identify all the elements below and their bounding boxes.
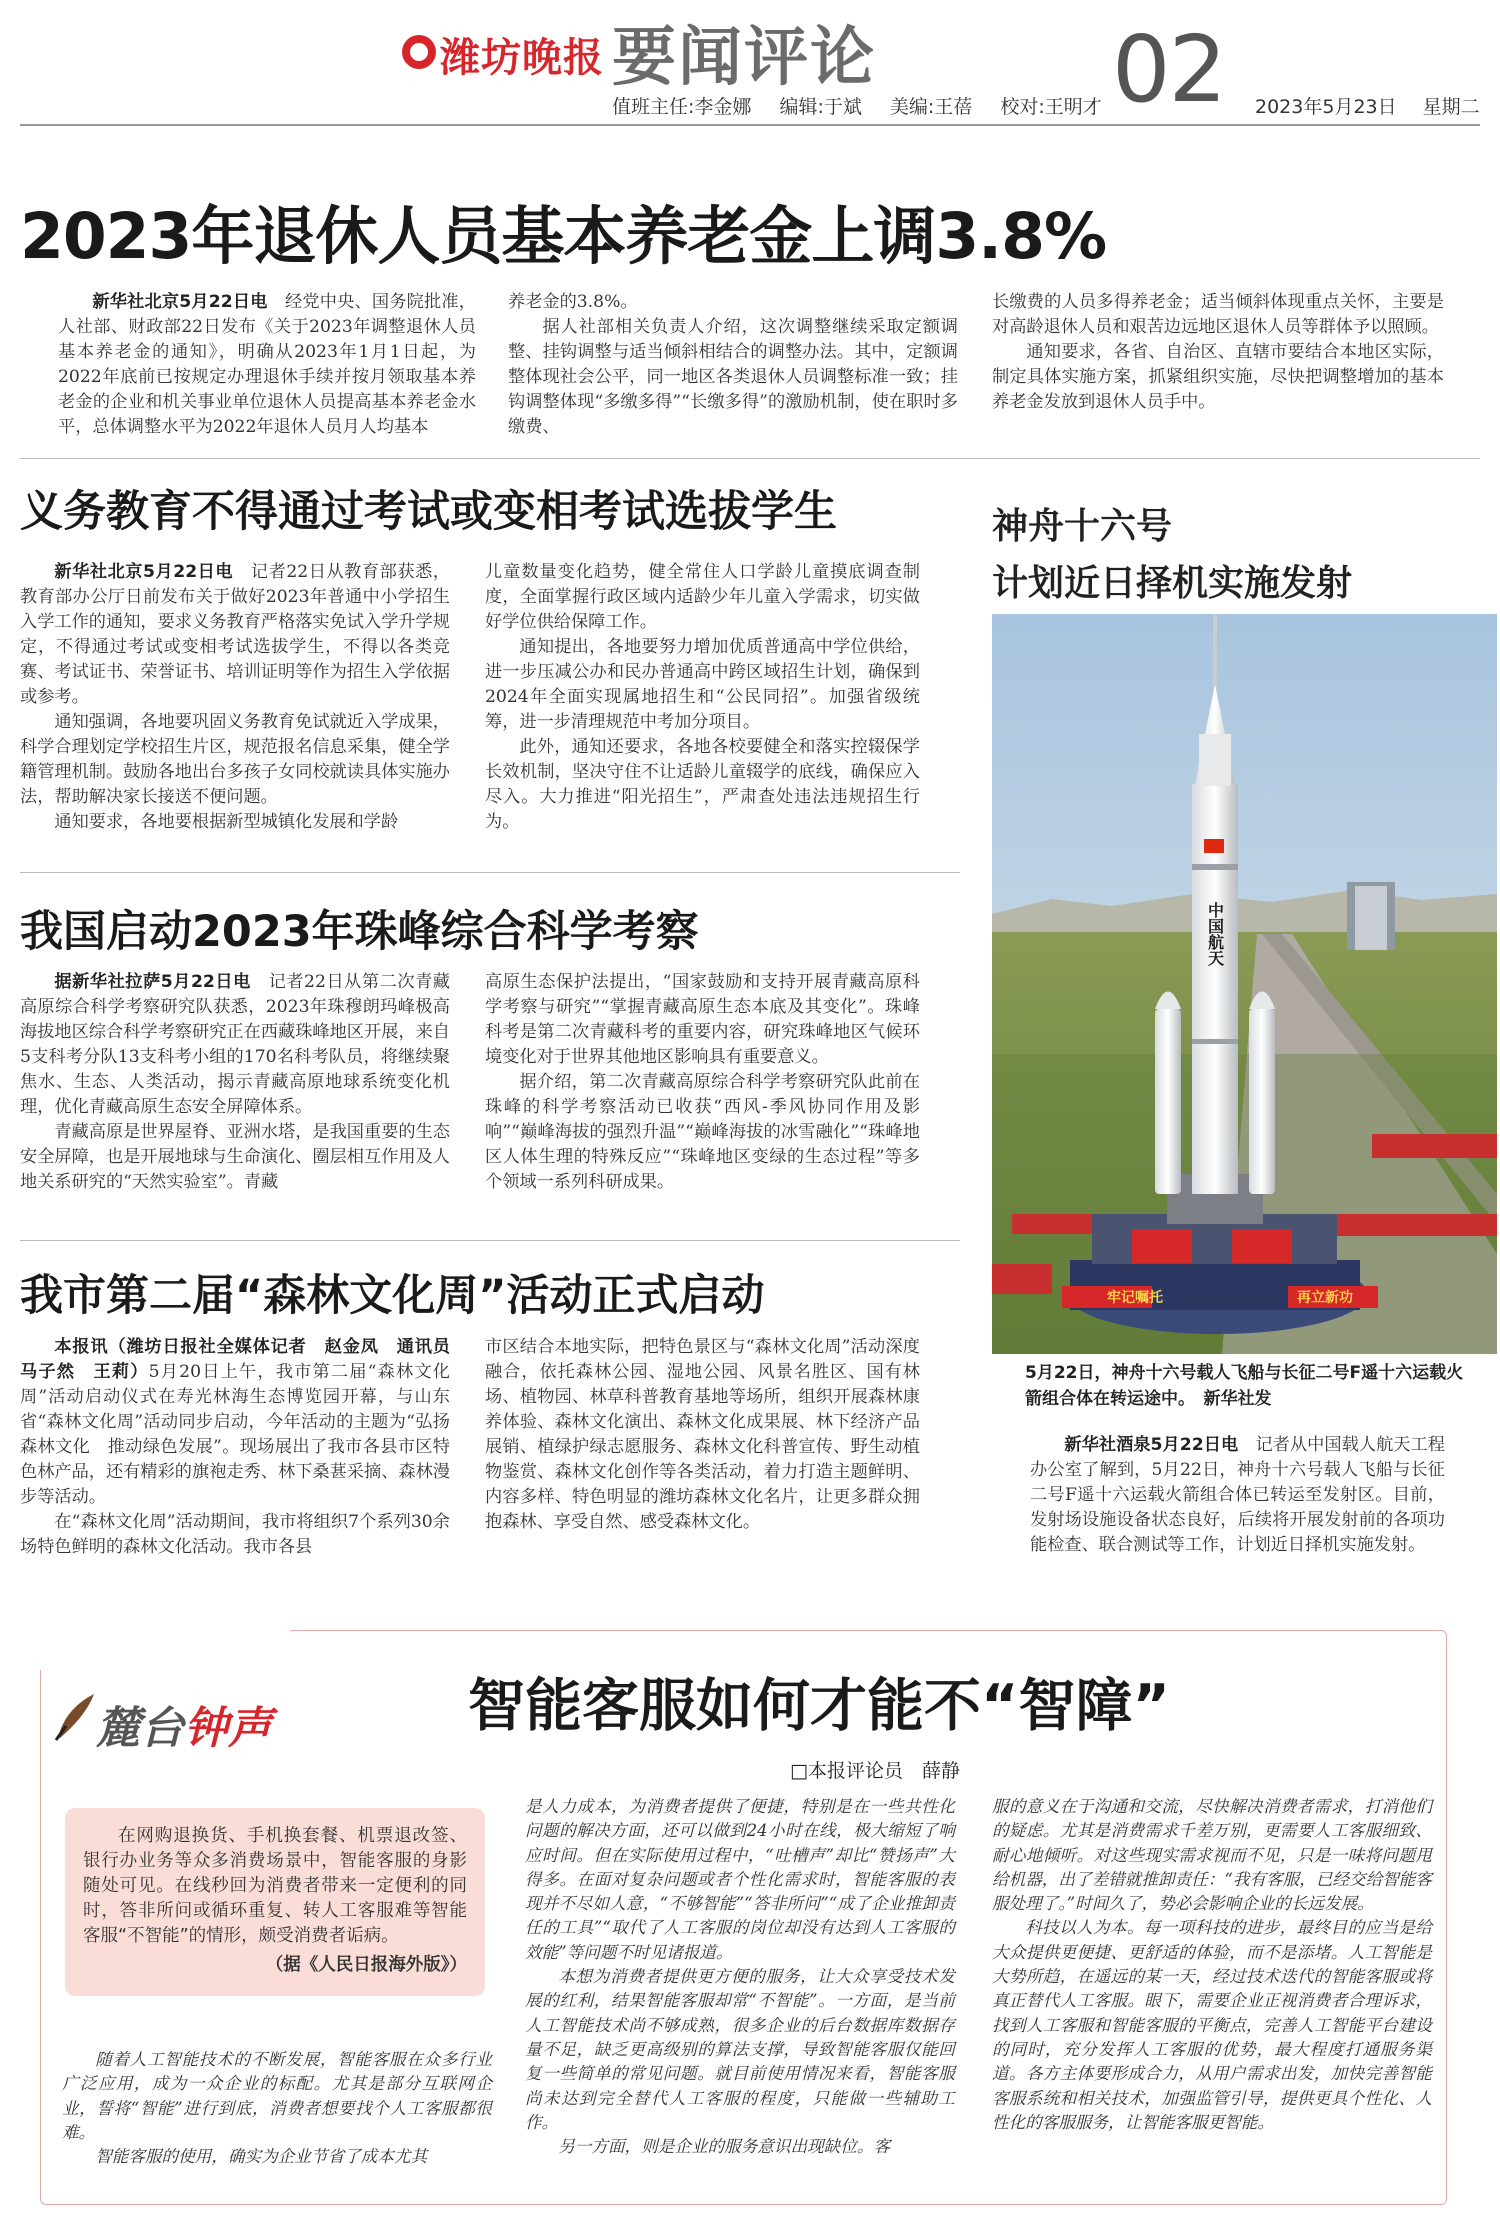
commentary-headline: 智能客服如何才能不“智障” [468, 1673, 1170, 1739]
quill-icon [48, 1690, 100, 1742]
editor-credit: 校对:王明才 [1000, 96, 1102, 118]
rocket-illustration [992, 614, 1497, 1354]
column-name-a: 麓台 [96, 1703, 184, 1754]
editor-credit: 值班主任:李金娜 [612, 96, 752, 118]
education-paragraph: 通知提出，各地要努力增加优质普通高中学位供给，进一步压减公办和民办普通高中跨区域招生计划，确保到2024年全面实现属地招生和“公民同招”。加强省级统筹，进一步清理规范中考加分项目。 [485, 637, 920, 732]
section-divider [20, 872, 960, 873]
quote-text: 在网购退换货、手机换套餐、机票退改签、银行办业务等众多消费场景中，智能客服的身影随处可见。在线秒回为消费者带来一定便利的同时，答非所问或循环重复、转人工客服难等智能客服“不智能”的情形，颇受消费者诟病。 [83, 1826, 467, 1946]
forest-paragraph: 在“森林文化周”活动期间，我市将组织7个系列30余场特色鲜明的森林文化活动。我市各县 [20, 1512, 450, 1557]
column-name [96, 1692, 272, 1756]
section-divider [20, 458, 1480, 459]
header-divider [20, 124, 1480, 126]
education-headline: 义务教育不得通过考试或变相考试选拔学生 [20, 487, 837, 537]
commentary-author: □本报评论员 薛静 [790, 1760, 960, 1782]
commentary-paragraph: 科技以人为本。每一项科技的进步，最终目的应当是给大众提供更便捷、更舒适的体验，而不是添堵。人工智能是大势所趋，在遥远的某一天，经过技术迭代的智能客服或将真正替代人工客服。眼下，需要企业正视消费者合理诉求，找到人工客服和智能客服的平衡点，完善人工智能平台建设的同时，充分发挥人工客服的优势，最大程度打通服务渠道。各方主体要形成合力，从用户需求出发，加快完善智能客服系统和相关技术，加强监管引导，提供更具个性化、人性化的客服服务，让智能客服更智能。 [992, 1918, 1432, 2132]
commentary-paragraph: 服的意义在于沟通和交流，尽快解决消费者需求，打消他们的疑虑。尤其是消费需求千差万别，更需要人工客服细致、耐心地倾听。对这些现实需求视而不见，只是一味将问题甩给机器，出了差错就推卸责任：“我有客服，已经交给智能客服处理了。”时间久了，势必会影响企业的长远发展。 [992, 1797, 1432, 1914]
forest-paragraph: 市区结合本地实际，把特色景区与“森林文化周”活动深度融合，依托森林公园、湿地公园、风景名胜区、国有林场、植物园、林草科普教育基地等场所，组织开展森林康养体验、森林文化演出、森林文化成果展、林下经济产品展销、植绿护绿志愿服务、森林文化科普宣传、野生动植物鉴赏、森林文化创作等各类活动，着力打造主题鲜明、内容多样、特色明显的潍坊森林文化名片，让更多群众拥抱森林、享受自然、感受森林文化。 [485, 1337, 920, 1532]
commentary-column-1 [62, 2048, 492, 2194]
editor-credit: 编辑:于斌 [779, 96, 862, 118]
everest-column-1 [20, 970, 450, 1220]
commentary-paragraph: 随着人工智能技术的不断发展，智能客服在众多行业广泛应用，成为一众企业的标配。尤其是部分互联网企业，誓将“智能”进行到底，消费者想要找个人工客服都很难。 [62, 2050, 492, 2142]
shenzhou-headline-line: 神舟十六号 [992, 505, 1173, 547]
newspaper-logo-icon [402, 35, 436, 69]
commentary-paragraph: 是人力成本，为消费者提供了便捷，特别是在一些共性化问题的解决方面，还可以做到24小时在线，极大缩短了响应时间。但在实际使用过程中，“吐槽声”却比“赞扬声”大得多。在面对复杂问题或者个性化需求时，智能客服的表现并不尽如人意，“不够智能”“答非所问”“成了企业推卸责任的工具”“取代了人工客服的岗位却没有达到人工客服的效能”等问题不时见诸报道。 [525, 1797, 955, 1962]
shenzhou-text: 记者从中国载人航天工程办公室了解到，5月22日，神舟十六号载人飞船与长征二号F遥十六运载火箭组合体已转运至发射区。目前，发射场设施设备状态良好，后续将开展发射前的各项功能检查、联合测试等工作，计划近日择机实施发射。 [1030, 1435, 1445, 1555]
commentary-paragraph: 本想为消费者提供更方便的服务，让大众享受技术发展的红利，结果智能客服却常“不智能”。一方面，是当前人工智能技术尚不够成熟，很多企业的后台数据库数据存量不足，缺乏更高级别的算法支撑，导致智能客服仅能回复一些简单的常见问题。就目前使用情况来看，智能客服尚未达到完全替代人工客服的程度，只能做一些辅助工作。 [525, 1967, 955, 2132]
photo-caption: 5月22日，神舟十六号载人飞船与长征二号F遥十六运载火箭组合体在转运途中。 新华社发 [1025, 1363, 1464, 1409]
education-column-1 [20, 560, 450, 855]
pension-column-2 [508, 290, 958, 442]
everest-dateline: 据新华社拉萨5月22日电 [54, 972, 251, 992]
section-title: 要闻评论 [612, 21, 876, 95]
pension-column-3 [992, 290, 1444, 442]
section-divider [20, 1240, 960, 1241]
pension-headline: 2023年退休人员基本养老金上调3.8% [20, 200, 1107, 273]
education-paragraph: 儿童数量变化趋势，健全常住人口学龄儿童摸底调查制度，全面掌握行政区域内适龄少年儿童入学需求，切实做好学位供给保障工作。 [485, 562, 920, 632]
pension-paragraph: 长缴费的人员多得养老金；适当倾斜体现重点关怀，主要是对高龄退休人员和艰苦边远地区退休人员等群体予以照顾。 [992, 292, 1444, 337]
education-paragraph: 此外，通知还要求，各地各校要健全和落实控辍保学长效机制，坚决守住不让适龄儿童辍学的底线，确保应入尽入。大力推进“阳光招生”，严肃查处违法违规招生行为。 [485, 737, 920, 832]
everest-paragraph: 据介绍，第二次青藏高原综合科学考察研究队此前在珠峰的科学考察活动已收获“西风-季风协同作用及影响”“巅峰海拔的强烈升温”“巅峰海拔的冰雪融化”“珠峰地区人体生理的特殊反应”“珠峰地区变绿的生态过程”等多个领域一系列科研成果。 [485, 1072, 920, 1192]
rocket-photo [992, 614, 1497, 1354]
banner-right-text: 再立新功 [1297, 1290, 1353, 1306]
forest-column-1 [20, 1335, 468, 1585]
editor-credit: 美编:王蓓 [889, 96, 973, 118]
education-text: 记者22日从教育部获悉，教育部办公厅日前发布关于做好2023年普通中小学招生入学工作的通知，要求义务教育严格落实免试入学升学规定，不得通过考试或变相考试选拔学生，不得以各类竞赛、考试证书、荣誉证书、培训证明等作为招生入学依据或参考。 [20, 562, 450, 707]
forest-column-2 [485, 1335, 920, 1585]
everest-paragraph: 青藏高原是世界屋脊、亚洲水塔，是我国重要的生态安全屏障，也是开展地球与生命演化、圈层相互作用及人地关系研究的“天然实验室”。青藏 [20, 1122, 450, 1192]
forest-headline: 我市第二届“森林文化周”活动正式启动 [20, 1271, 765, 1321]
shenzhou-headline [992, 498, 1352, 612]
everest-paragraph: 高原生态保护法提出，“国家鼓励和支持开展青藏高原科学考察与研究”“掌握青藏高原生态本底及其变化”。珠峰科考是第二次青藏科考的重要内容，研究珠峰地区气候环境变化对于世界其他地区影响具有重要意义。 [485, 972, 920, 1067]
commentary-column-3 [992, 1795, 1432, 2197]
everest-text: 记者22日从第二次青藏高原综合科学考察研究队获悉，2023年珠穆朗玛峰极高海拔地区综合科学考察研究正在西藏珠峰地区开展，来自5支科考分队13支科考小组的170名科考队员，将继续聚焦水、生态、人类活动，揭示青藏高原地球系统变化机理，优化青藏高原生态安全屏障体系。 [20, 972, 450, 1117]
issue-weekday: 星期二 [1422, 96, 1480, 118]
quote-box [65, 1808, 485, 1996]
education-paragraph: 通知强调，各地要巩固义务教育免试就近入学成果，科学合理划定学校招生片区，规范报名信息采集，健全学籍管理机制。鼓励各地出台多孩子女同校就读具体实施办法，帮助解决家长接送不便问题。 [20, 712, 450, 807]
shenzhou-dateline: 新华社酒泉5月22日电 [1064, 1435, 1239, 1455]
everest-headline: 我国启动2023年珠峰综合科学考察 [20, 907, 699, 957]
commentary-box-tab [40, 1630, 290, 1670]
education-dateline: 新华社北京5月22日电 [54, 562, 234, 582]
education-column-2 [485, 560, 920, 855]
editor-credits [612, 92, 1124, 119]
education-paragraph: 通知要求，各地要根据新型城镇化发展和学龄 [54, 812, 399, 832]
rocket-label: 中国航天 [1205, 902, 1225, 966]
pension-column-1 [58, 290, 476, 442]
pension-paragraph: 据人社部相关负责人介绍，这次调整继续采取定额调整、挂钩调整与适当倾斜相结合的调整办法。其中，定额调整体现社会公平，同一地区各类退休人员调整标准一致；挂钩调整体现“多缴多得”“长缴多得”的激励机制，使在职时多缴费、 [508, 317, 958, 437]
banner-left-text: 牢记嘱托 [1107, 1290, 1163, 1306]
pension-paragraph: 养老金的3.8%。 [508, 292, 638, 312]
pension-paragraph: 通知要求，各省、自治区、直辖市要结合本地区实际，制定具体实施方案，抓紧组织实施，尽快把调整增加的基本养老金发放到退休人员手中。 [992, 342, 1444, 412]
issue-date [1255, 92, 1480, 119]
issue-date-text: 2023年5月23日 [1255, 96, 1397, 118]
pension-text: 经党中央、国务院批准，人社部、财政部22日发布《关于2023年调整退休人员基本养老金的通知》，明确从2023年1月1日起，为2022年底前已按规定办理退休手续并按月领取基本养老金的企业和机关事业单位退休人员提高基本养老金水平，总体调整水平为2022年退休人员月人均基本 [58, 292, 476, 437]
commentary-paragraph: 智能客服的使用，确实为企业节省了成本尤其 [95, 2147, 428, 2167]
shenzhou-headline-line: 计划近日择机实施发射 [992, 562, 1353, 604]
newspaper-logo-text: 潍坊晚报 [440, 35, 604, 81]
page-number: 02 [1112, 16, 1226, 123]
commentary-column-2 [525, 1795, 955, 2197]
commentary-paragraph: 另一方面，则是企业的服务意识出现缺位。客 [558, 2137, 891, 2157]
everest-column-2 [485, 970, 920, 1220]
shenzhou-article [1030, 1433, 1445, 1583]
quote-source: （据《人民日报海外版》） [265, 1955, 467, 1975]
column-name-b: 钟声 [184, 1703, 272, 1754]
pension-dateline: 新华社北京5月22日电 [92, 292, 268, 312]
forest-dateline: 本报讯（潍坊日报社全媒体记者 赵金凤 通讯员 马子然 王莉） [20, 1337, 468, 1382]
forest-text: 5月20日上午，我市第二届“森林文化周”活动启动仪式在寿光林海生态博览园开幕，与山东省“森林文化周”活动同步启动，今年活动的主题为“弘扬森林文化 推动绿色发展”。现场展出了我市各县市区特色林产品，还有精彩的旗袍走秀、林下桑葚采摘、森林漫步等活动。 [20, 1362, 450, 1507]
